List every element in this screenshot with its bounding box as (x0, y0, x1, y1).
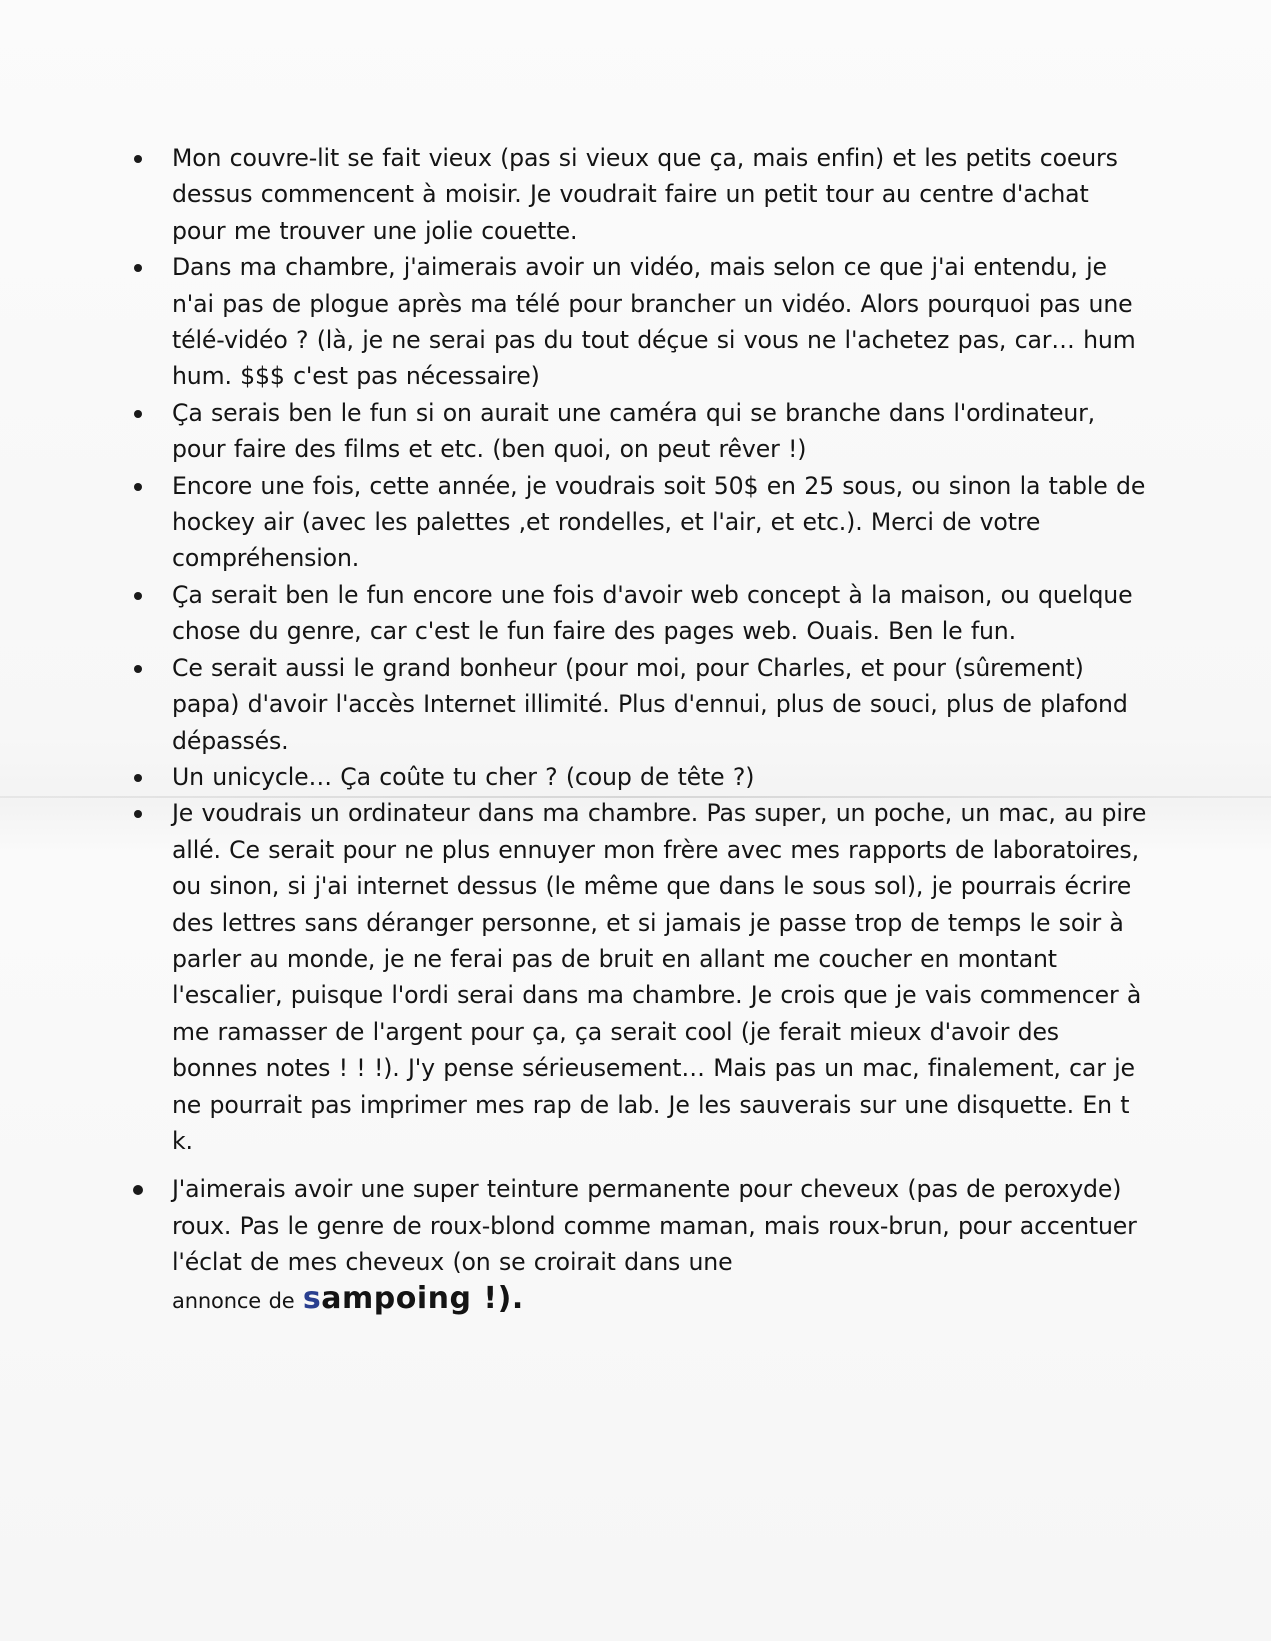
list-item-text: Encore une fois, cette année, je voudrais soit 50$ en 25 sous, ou sinon la table de hockey air (avec les palettes ,et rondelles, et l'air, et etc.). Merci de votre compréhension. (172, 471, 1146, 573)
list-item (130, 395, 1150, 468)
final-lead-text: annonce de (172, 1288, 295, 1313)
list-item-text: Mon couvre-lit se fait vieux (pas si vieux que ça, mais enfin) et les petits coeurs dessus commencent à moisir. Je voudrait faire un petit tour au centre d'achat pour me trouver une jolie couette. (172, 144, 1118, 245)
list-item (130, 795, 1150, 1159)
bullet-icon (134, 774, 142, 782)
list-item (130, 249, 1150, 395)
list-item-last (130, 1171, 1150, 1319)
bullet-icon (134, 810, 142, 818)
bullet-icon (134, 483, 142, 491)
bullet-icon (134, 665, 142, 673)
bullet-icon (133, 1185, 143, 1195)
list-item-text: Ce serait aussi le grand bonheur (pour moi, pour Charles, et pour (sûrement) papa) d'avoir l'accès Internet illimité. Plus d'ennui, plus de souci, plus de plafond dépassés. (172, 653, 1128, 755)
bullet-icon (134, 592, 142, 600)
bullet-icon (134, 410, 142, 418)
list-item-text: J'aimerais avoir une super teinture permanente pour cheveux (pas de peroxyde) roux. Pas le genre de roux-blond comme maman, mais roux-brun, pour accentuer l'éclat de mes cheveux (on se croirait dans une (172, 1175, 1137, 1277)
list-item-text: Je voudrais un ordinateur dans ma chambre. Pas super, un poche, un mac, au pire allé. Ce serait pour ne plus ennuyer mon frère avec mes rapports de laboratoires, ou sinon, si j'ai internet dessus (le même que dans le sous sol), je pourrais écrire des lettres sans déranger personne, et si jamais je passe trop de temps le soir à parler au monde, je ne ferai pas de bruit en allant me coucher en montant l'escalier, puisque l'ordi serai dans ma chambre. Je crois que je vais commencer à me ramasser de l'argent pour ça, ça serait cool (je ferait mieux d'avoir des bonnes notes ! ! !). J'y pense sérieusement… Mais pas un mac, finalement, car je ne pourrait pas imprimer mes rap de lab. Je les sauverais sur une disquette. En t k. (172, 799, 1147, 1155)
shampoo-word (303, 1281, 524, 1316)
wish-list (130, 140, 1150, 1319)
pen-correction-letter: s (302, 1280, 322, 1316)
bullet-icon (134, 264, 142, 272)
bullet-icon (134, 155, 142, 163)
list-item (130, 577, 1150, 650)
final-ending: !). (471, 1280, 524, 1316)
list-item (130, 468, 1150, 577)
list-item-text: Un unicycle… Ça coûte tu cher ? (coup de tête ?) (172, 762, 755, 791)
list-item (130, 759, 1150, 795)
shampoo-word-rest: ampoing (321, 1280, 472, 1316)
list-item (130, 140, 1150, 249)
list-item (130, 650, 1150, 759)
list-item-text: Ça serais ben le fun si on aurait une caméra qui se branche dans l'ordinateur, pour faire des films et etc. (ben quoi, on peut rêver !) (172, 398, 1096, 464)
list-item-text: Dans ma chambre, j'aimerais avoir un vidéo, mais selon ce que j'ai entendu, je n'ai pas de plogue après ma télé pour brancher un vidéo. Alors pourquoi pas une télé-vidéo ? (là, je ne serai pas du tout déçue si vous ne l'achetez pas, car… hum hum. $$$ c'est pas nécessaire) (172, 253, 1136, 391)
list-item-text: Ça serait ben le fun encore une fois d'avoir web concept à la maison, ou quelque chose du genre, car c'est le fun faire des pages web. Ouais. Ben le fun. (172, 580, 1133, 646)
